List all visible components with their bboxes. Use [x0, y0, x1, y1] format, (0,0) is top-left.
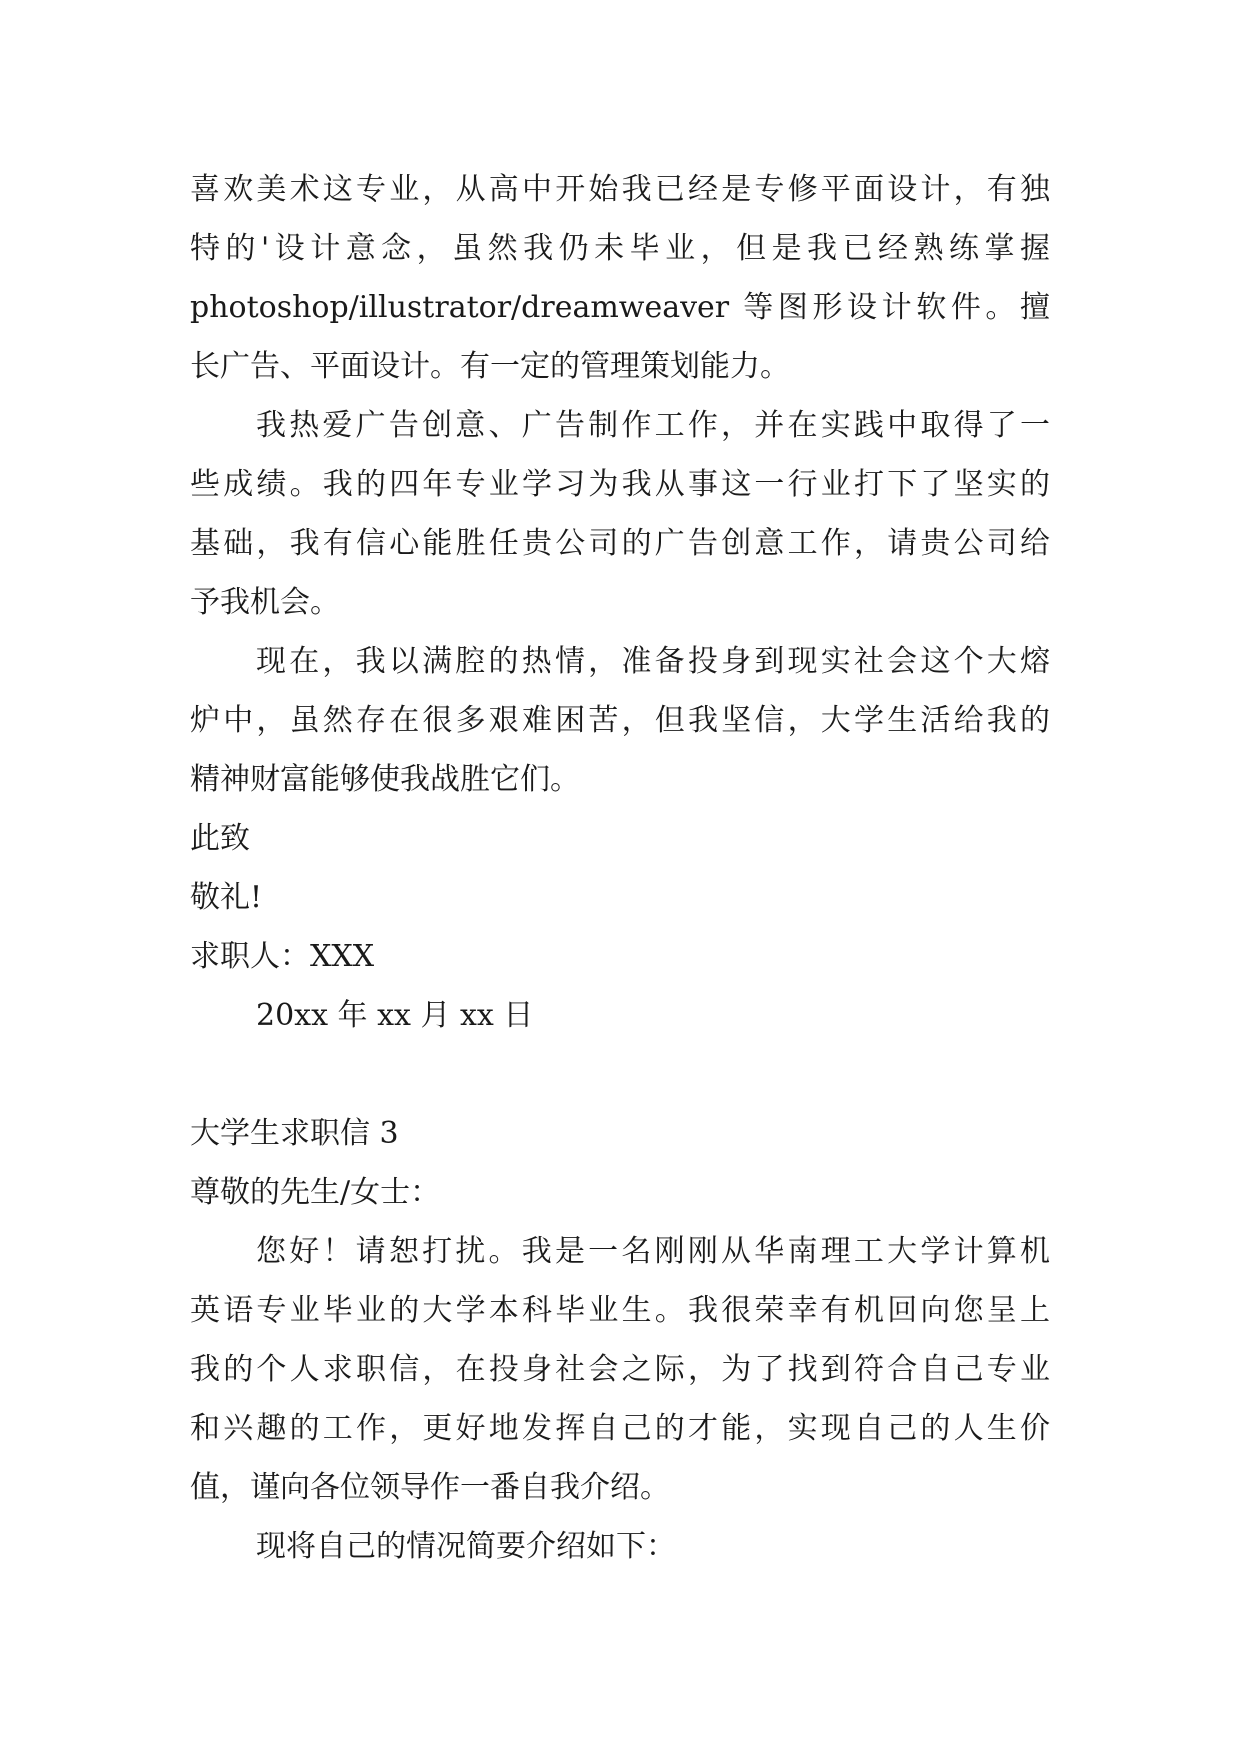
paragraph-line: 精神财富能够使我战胜它们。: [190, 762, 580, 797]
paragraph-line: 我热爱广告创意、广告制作工作，并在实践中取得了一: [256, 408, 1050, 443]
paragraph-line: 炉中，虽然存在很多艰难困苦，但我坚信，大学生活给我的: [190, 703, 1050, 738]
salutation: 尊敬的先生/女士：: [190, 1175, 441, 1210]
section-spacer: [190, 1045, 1050, 1104]
paragraph-line: 特的'设计意念，虽然我仍未毕业，但是我已经熟练掌握: [190, 231, 1050, 266]
paragraph-line: 现将自己的情况简要介绍如下：: [256, 1529, 676, 1564]
paragraph-line: 值，谨向各位领导作一番自我介绍。: [190, 1470, 670, 1505]
date-line: 20xx 年 xx 月 xx 日: [256, 998, 534, 1033]
paragraph-line: 些成绩。我的四年专业学习为我从事这一行业打下了坚实的: [190, 467, 1050, 502]
paragraph-line: 英语专业毕业的大学本科毕业生。我很荣幸有机回向您呈上: [190, 1293, 1050, 1328]
paragraph-line: 和兴趣的工作，更好地发挥自己的才能，实现自己的人生价: [190, 1411, 1050, 1446]
document-page: [190, 160, 1050, 1576]
paragraph-line: 您好！请恕打扰。我是一名刚刚从华南理工大学计算机: [256, 1234, 1050, 1269]
section-title: 大学生求职信 3: [190, 1116, 399, 1151]
paragraph-line: photoshop/illustrator/dreamweaver 等图形设计软件。擅: [190, 290, 1050, 325]
paragraph-line: 现在，我以满腔的热情，准备投身到现实社会这个大熔: [256, 644, 1050, 679]
closing-line: 此致: [190, 821, 250, 856]
paragraph-line: 喜欢美术这专业，从高中开始我已经是专修平面设计，有独: [190, 172, 1050, 207]
paragraph-line: 我的个人求职信，在投身社会之际，为了找到符合自己专业: [190, 1352, 1050, 1387]
paragraph-line: 基础，我有信心能胜任贵公司的广告创意工作，请贵公司给: [190, 526, 1050, 561]
paragraph-line: 长广告、平面设计。有一定的管理策划能力。: [190, 349, 790, 384]
signature-line: 求职人：XXX: [190, 939, 375, 974]
paragraph-line: 予我机会。: [190, 585, 340, 620]
closing-line: 敬礼!: [190, 880, 263, 915]
